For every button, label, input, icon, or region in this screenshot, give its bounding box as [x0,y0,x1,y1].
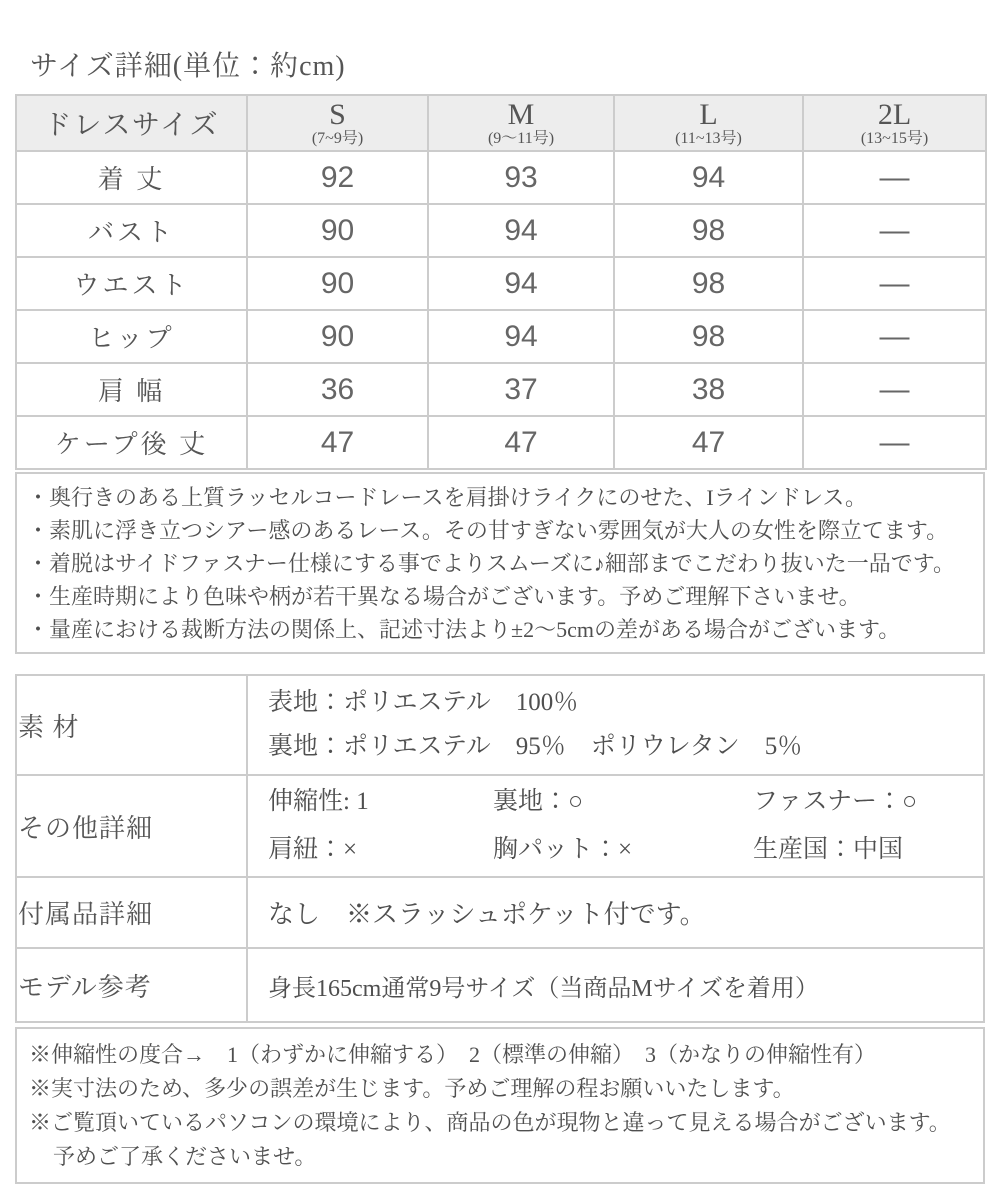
measurement-value: 90 [247,204,428,257]
note-line: ・奥行きのある上質ラッセルコードレースを肩掛けライクにのせた、Iラインドレス。 [27,485,868,510]
size-column-header-2l [803,95,986,151]
size-column-header-m [428,95,614,151]
measurement-value: 47 [614,416,803,469]
note-line: ・生産時期により色味や柄が若干異なる場合がございます。予めご理解下さいませ。 [27,584,861,609]
measurement-value: 90 [247,257,428,310]
measurement-value: 93 [428,151,614,204]
size-column-header-l [614,95,803,151]
accessory-label: 付属品詳細 [16,877,247,948]
measurement-value: 98 [614,257,803,310]
size-range: (11~13号) [675,129,742,147]
size-table-row-shoulder [16,363,986,416]
measurement-value: 94 [428,257,614,310]
other-details-grid [268,778,982,874]
size-letter: S [329,97,346,131]
material-row [16,675,984,775]
measurement-value: — [803,363,986,416]
model-reference-row [16,948,984,1022]
measurement-label: ウエスト [16,257,247,310]
details-table [15,674,985,1023]
size-table-header-row [16,95,986,151]
disclaimer-notes-box [15,1027,985,1184]
chest-pad-value: 胸パット：× [493,836,633,863]
country-of-origin-value: 生産国：中国 [753,836,904,863]
lining-value: 裏地：○ [493,788,584,815]
page-title: サイズ詳細(単位：約cm) [30,51,346,82]
product-notes-box [15,472,985,654]
measurement-value: 90 [247,310,428,363]
model-reference-label: モデル参考 [16,948,247,1022]
size-table-row-cape-length [16,416,986,469]
other-details-row [16,775,984,877]
note-line: ・量産における裁断方法の関係上、記述寸法より±2〜5cmの差がある場合がございます。 [27,617,901,642]
measurement-label: ヒップ [16,310,247,363]
disclaimer-line-continuation: 予めご了承くださいませ。 [53,1144,317,1169]
measurement-value: — [803,204,986,257]
size-column-header-s [247,95,428,151]
measurement-label: 着 丈 [16,151,247,204]
size-table-row-waist [16,257,986,310]
measurement-value: 94 [428,204,614,257]
measurement-value: 36 [247,363,428,416]
measurement-value: 94 [614,151,803,204]
material-label: 素 材 [16,675,247,775]
size-table-corner-label: ドレスサイズ [16,95,247,151]
measurement-value: 47 [247,416,428,469]
disclaimer-line: ※実寸法のため、多少の誤差が生じます。予めご理解の程お願いいたします。 [29,1076,795,1101]
measurement-label: 肩 幅 [16,363,247,416]
measurement-value: — [803,310,986,363]
measurement-value: 98 [614,204,803,257]
measurement-value: 47 [428,416,614,469]
stretch-value: 伸縮性: 1 [268,788,369,815]
material-content [247,675,984,775]
other-details-content [247,775,984,877]
material-lining-fabric: 裏地：ポリエステル 95％ ポリウレタン 5％ [268,733,803,760]
measurement-value: 38 [614,363,803,416]
size-table [15,94,987,470]
size-letter: M [507,97,535,131]
measurement-label: バスト [16,204,247,257]
size-table-row-hip [16,310,986,363]
size-letter: L [699,97,718,131]
note-line: ・着脱はサイドファスナー仕様にする事でよりスムーズに♪細部までこだわり抜いた一品です。 [27,551,955,576]
shoulder-strap-value: 肩紐：× [268,836,358,863]
measurement-value: 94 [428,310,614,363]
size-range: (9〜11号) [487,129,555,147]
measurement-value: — [803,416,986,469]
size-range: (7~9号) [311,129,364,147]
model-reference-content: 身長165cm通常9号サイズ（当商品Mサイズを着用） [247,948,984,1022]
size-letter: 2L [877,97,912,131]
measurement-value: — [803,257,986,310]
other-details-label: その他詳細 [16,775,247,877]
measurement-value: — [803,151,986,204]
disclaimer-line: ※伸縮性の度合→ 1（わずかに伸縮する） 2（標準の伸縮） 3（かなりの伸縮性有） [29,1042,877,1067]
measurement-value: 92 [247,151,428,204]
size-range: (13~15号) [860,129,929,147]
measurement-label: ケープ後 丈 [16,416,247,469]
accessory-row [16,877,984,948]
size-table-row-length [16,151,986,204]
disclaimer-line: ※ご覧頂いているパソコンの環境により、商品の色が現物と違って見える場合がございます。 [29,1110,951,1135]
fastener-value: ファスナー：○ [753,788,918,815]
material-outer-fabric: 表地：ポリエステル 100％ [268,689,579,716]
measurement-value: 37 [428,363,614,416]
measurement-value: 98 [614,310,803,363]
accessory-content: なし ※スラッシュポケット付です。 [247,877,984,948]
note-line: ・素肌に浮き立つシアー感のあるレース。その甘すぎない雰囲気が大人の女性を際立てます。 [27,518,949,543]
size-table-row-bust [16,204,986,257]
